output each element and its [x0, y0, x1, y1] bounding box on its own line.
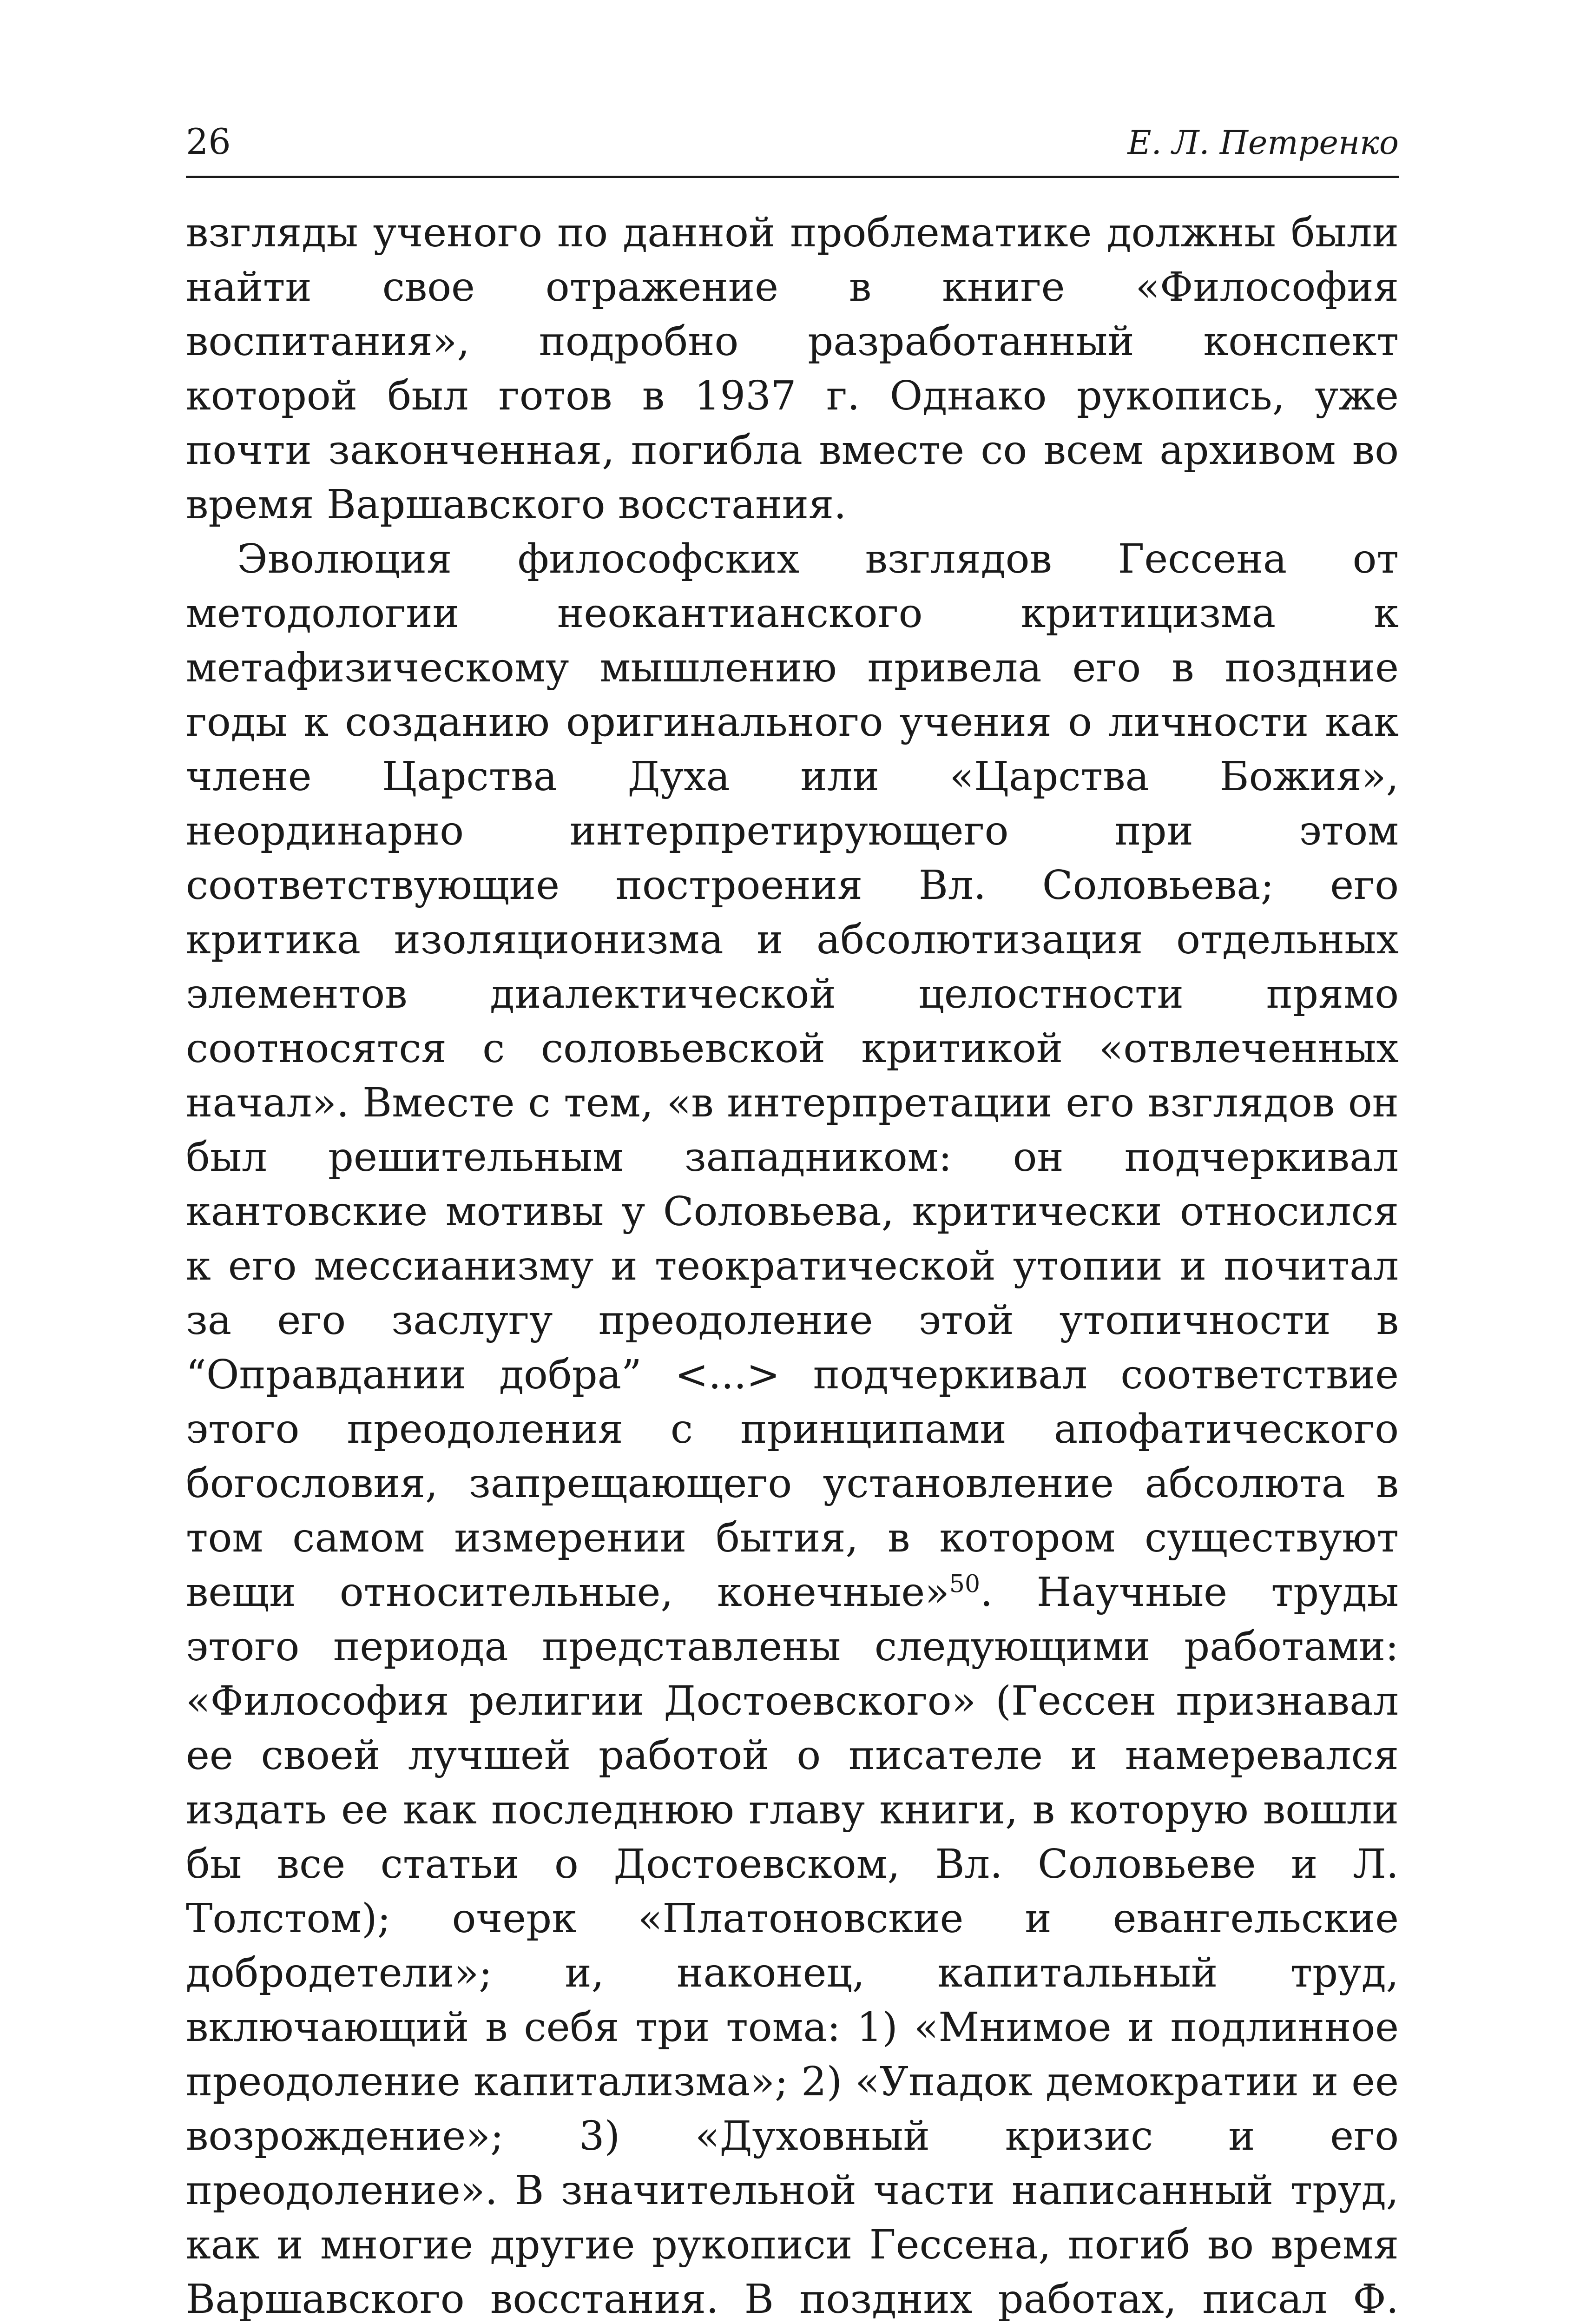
main-text [186, 206, 1399, 2324]
paragraph-2 [186, 532, 1399, 2324]
paragraph-1 [186, 206, 1399, 532]
running-header [186, 121, 1399, 178]
paragraph-1-text: взгляды ученого по данной проблематике должны были найти свое отражение в книге «Философия воспитания», подробно разработанный конспект которой был готов в 1937 г. Однако рукопись, уже почти законченная, погибла вместе со всем архивом во время Варшавского восстания. [186, 210, 1399, 528]
page-number: 26 [186, 121, 231, 162]
footnote-ref-50[interactable]: 50 [949, 1570, 981, 1598]
running-title: Е. Л. Петренко [1127, 124, 1399, 162]
book-page [186, 121, 1399, 2323]
paragraph-2-text-1: Эволюция философских взглядов Гессена от методологии неокантианского критицизма к метафизическому мышлению привела его в поздние годы к созданию оригинального учения о личности как члене Царства Духа или «Царства Божия», неординарно интерпретирующего при этом соответствующие построения Вл. Соловьева; его критика изоляционизма и абсолютизация отдельных элементов диалектической целостности прямо соотносятся с соловьевской критикой «отвлеченных начал». Вместе с тем, «в интерпретации его взглядов он был решительным западником: он подчеркивал кантовские мотивы у Соловьева, критически относился к его мессианизму и теократической утопии и почитал за его заслугу преодоление этой утопичности в “Оправдании добра” <...> подчеркивал соответствие этого преодоления с принципами апофатического богословия, запрещающего установление абсолюта в том самом измерении бытия, в котором существуют вещи относительные, конечные» [186, 536, 1399, 1616]
paragraph-2-text-2: . Научные труды этого периода представлены следующими работами: «Философия религии Достоевского» (Гессен признавал ее своей лучшей работой о писателе и намеревался издать ее как последнюю главу книги, в которую вошли бы все статьи о Достоевском, Вл. Соловьеве и Л. Толстом); очерк «Платоновские и евангельские добродетели»; и, наконец, капитальный труд, включающий в себя три тома: 1) «Мнимое и подлинное преодоление капитализма»; 2) «Упадок демократии и ее возрождение»; 3) «Духовный кризис и его преодоление». В значительной части написанный труд, как и многие другие рукописи Гессена, погиб во время Варшавского восстания. В поздних работах, писал Ф. [186, 1569, 1399, 2323]
